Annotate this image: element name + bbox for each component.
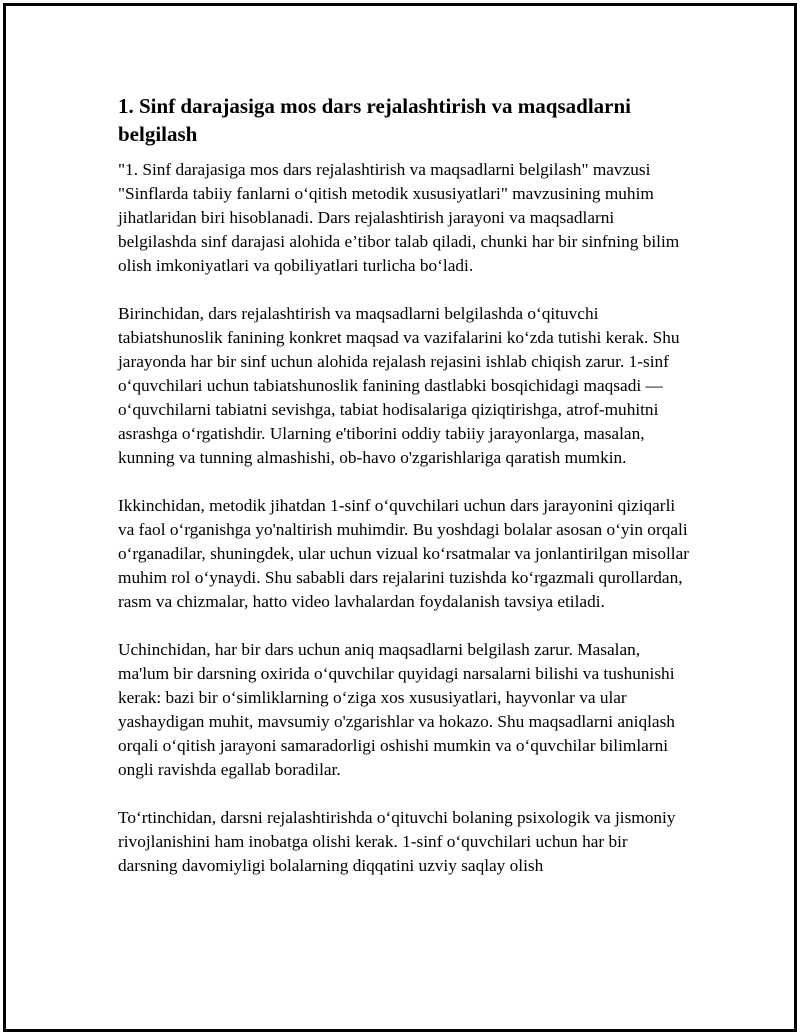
section-heading: 1. Sinf darajasiga mos dars rejalashtirish va maqsadlarni belgilash [118, 94, 631, 146]
paragraph-third-point: Uchinchidan, har bir dars uchun aniq maqsadlarni belgilash zarur. Masalan, ma'lum bir darsning oxirida o‘quvchilar quyidagi narsalarni bilishi va tushunishi kerak: bazi bir o‘simliklarning o‘ziga xos xususiyatlari, hayvonlar va ular yashaydigan muhit, mavsumiy o'zgarishlar va hokazo. Shu maqsadlarni aniqlash orqali o‘qitish jarayoni samaradorligi oshishi mumkin va o‘quvchilar bilimlarni ongli ravishda egallab boradilar. [118, 640, 675, 779]
paragraph-fourth-point: To‘rtinchidan, darsni rejalashtirishda o‘qituvchi bolaning psixologik va jismoniy rivojlanishini ham inobatga olishi kerak. 1-sinf o‘quvchilari uchun har bir darsning davomiyligi bolalarning diqqatini uzviy saqlay olish [118, 808, 676, 875]
paragraph-first-point: Birinchidan, dars rejalashtirish va maqsadlarni belgilashda o‘qituvchi tabiatshunoslik fanining konkret maqsad va vazifalarini ko‘zda tutishi kerak. Shu jarayonda har bir sinf uchun alohida rejalash rejasini ishlab chiqish zarur. 1-sinf o‘quvchilari uchun tabiatshunoslik fanining dastlabki bosqichidagi maqsadi — o‘quvchilarni tabiatni sevishga, tabiat hodisalariga qiziqtirishga, atrof-muhitni asrashga o‘rgatishdir. Ularning e'tiborini oddiy tabiiy jarayonlarga, masalan, kunning va tunning almashishi, ob-havo o'zgarishlariga qaratish mumkin. [118, 304, 680, 467]
paragraph-second-point: Ikkinchidan, metodik jihatdan 1-sinf o‘quvchilari uchun dars jarayonini qiziqarli va faol o‘rganishga yo'naltirish muhimdir. Bu yoshdagi bolalar asosan o‘yin orqali o‘rganadilar, shuningdek, ular uchun vizual ko‘rsatmalar va jonlantirilgan misollar muhim rol o‘ynaydi. Shu sababli dars rejalarini tuzishda ko‘rgazmali qurollardan, rasm va chizmalar, hatto video lavhalardan foydalanish tavsiya etiladi. [118, 496, 690, 611]
paragraph-intro: "1. Sinf darajasiga mos dars rejalashtirish va maqsadlarni belgilash" mavzusi "Sinflarda tabiiy fanlarni o‘qitish metodik xususiyatlari" mavzusining muhim jihatlaridan biri hisoblanadi. Dars rejalashtirish jarayoni va maqsadlarni belgilashda sinf darajasi alohida e’tibor talab qiladi, chunki har bir sinfning bilim olish imkoniyatlari va qobiliyatlari turlicha bo‘ladi. [118, 160, 680, 275]
document-body [118, 92, 690, 902]
